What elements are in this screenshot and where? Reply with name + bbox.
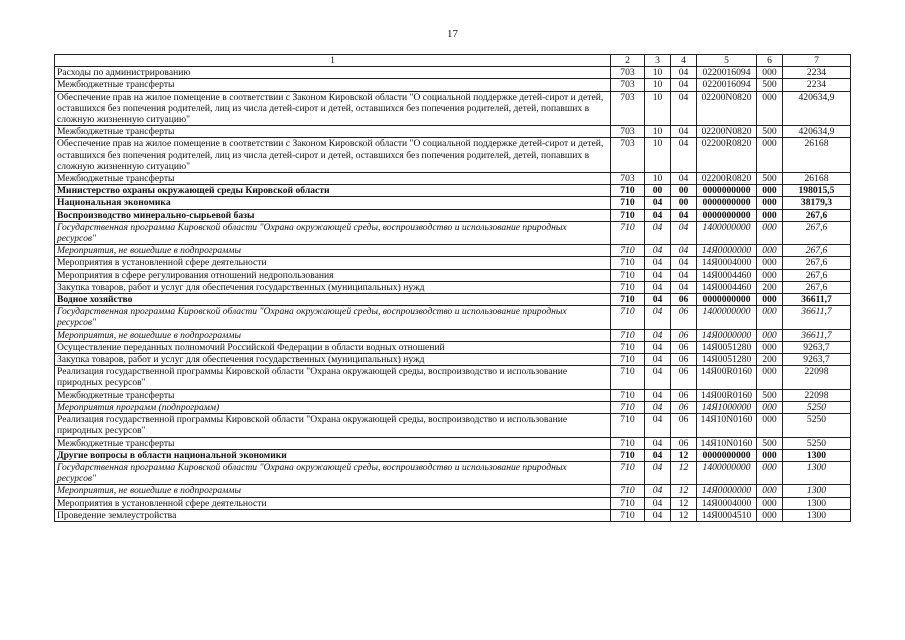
row-expense-type-cell: 000 (757, 509, 783, 521)
table-row (55, 197, 851, 209)
table-row (55, 173, 851, 185)
row-target-article-cell: 02200N0820 (697, 91, 757, 126)
row-code-cell: 710 (611, 366, 645, 389)
row-target-article-cell: 0220016094 (697, 67, 757, 79)
table-row (55, 281, 851, 293)
table-row (55, 257, 851, 269)
row-expense-type-cell: 000 (757, 329, 783, 341)
row-amount-cell: 2234 (783, 79, 851, 91)
row-target-article-cell: 14Я0004510 (697, 509, 757, 521)
row-section-cell: 04 (645, 245, 671, 257)
row-subsection-cell: 06 (671, 306, 697, 329)
row-name-cell: Мероприятия в установленной сфере деятельности (55, 257, 611, 269)
row-name-cell: Осуществление переданных полномочий Российской Федерации в области водных отношений (55, 341, 611, 353)
row-amount-cell: 36611,7 (783, 294, 851, 306)
row-subsection-cell: 04 (671, 257, 697, 269)
row-code-cell: 710 (611, 197, 645, 209)
row-expense-type-cell: 000 (757, 221, 783, 244)
table-row (55, 389, 851, 401)
row-section-cell: 04 (645, 414, 671, 437)
row-target-article-cell: 0000000000 (697, 449, 757, 461)
row-name-cell: Межбюджетные трансферты (55, 126, 611, 138)
row-name-cell: Межбюджетные трансферты (55, 79, 611, 91)
row-code-cell: 710 (611, 221, 645, 244)
row-target-article-cell: 0000000000 (697, 209, 757, 221)
row-amount-cell: 267,6 (783, 221, 851, 244)
row-section-cell: 04 (645, 389, 671, 401)
row-target-article-cell: 0000000000 (697, 197, 757, 209)
row-target-article-cell: 14Я0004460 (697, 281, 757, 293)
row-target-article-cell: 14Я0000000 (697, 245, 757, 257)
row-section-cell: 04 (645, 197, 671, 209)
row-name-cell: Реализация государственной программы Кировской области "Охрана окружающей среды, воспроизводство и использование природных ресурсов" (55, 366, 611, 389)
row-target-article-cell: 1400000000 (697, 461, 757, 484)
row-code-cell: 710 (611, 449, 645, 461)
row-subsection-cell: 04 (671, 269, 697, 281)
row-section-cell: 04 (645, 306, 671, 329)
row-section-cell: 04 (645, 354, 671, 366)
page-number: 17 (447, 28, 458, 40)
table-row (55, 449, 851, 461)
row-expense-type-cell: 000 (757, 197, 783, 209)
row-subsection-cell: 06 (671, 341, 697, 353)
row-name-cell: Воспроизводство минерально-сырьевой базы (55, 209, 611, 221)
row-name-cell: Закупка товаров, работ и услуг для обеспечения государственных (муниципальных) нужд (55, 281, 611, 293)
table-row (55, 138, 851, 173)
row-target-article-cell: 0220016094 (697, 79, 757, 91)
row-code-cell: 710 (611, 209, 645, 221)
row-name-cell: Расходы по администрированию (55, 67, 611, 79)
row-code-cell: 710 (611, 437, 645, 449)
row-expense-type-cell: 000 (757, 91, 783, 126)
table-row (55, 185, 851, 197)
row-section-cell: 04 (645, 209, 671, 221)
row-code-cell: 703 (611, 173, 645, 185)
row-expense-type-cell: 000 (757, 414, 783, 437)
row-expense-type-cell: 000 (757, 497, 783, 509)
table-row (55, 341, 851, 353)
row-amount-cell: 36611,7 (783, 306, 851, 329)
table-row (55, 306, 851, 329)
row-code-cell: 710 (611, 329, 645, 341)
row-section-cell: 04 (645, 269, 671, 281)
row-name-cell: Министерство охраны окружающей среды Кировской области (55, 185, 611, 197)
row-name-cell: Закупка товаров, работ и услуг для обеспечения государственных (муниципальных) нужд (55, 354, 611, 366)
row-target-article-cell: 0000000000 (697, 294, 757, 306)
row-code-cell: 710 (611, 509, 645, 521)
row-expense-type-cell: 200 (757, 354, 783, 366)
table-row (55, 209, 851, 221)
row-name-cell: Мероприятия в сфере регулирования отношений недропользования (55, 269, 611, 281)
row-amount-cell: 38179,3 (783, 197, 851, 209)
row-expense-type-cell: 000 (757, 341, 783, 353)
row-expense-type-cell: 500 (757, 437, 783, 449)
row-expense-type-cell: 000 (757, 269, 783, 281)
row-target-article-cell: 14Я0051280 (697, 354, 757, 366)
row-expense-type-cell: 000 (757, 294, 783, 306)
row-subsection-cell: 12 (671, 485, 697, 497)
row-code-cell: 710 (611, 485, 645, 497)
row-amount-cell: 26168 (783, 138, 851, 173)
table-row (55, 437, 851, 449)
table-row (55, 366, 851, 389)
row-code-cell: 710 (611, 245, 645, 257)
row-amount-cell: 1300 (783, 485, 851, 497)
row-name-cell: Водное хозяйство (55, 294, 611, 306)
column-header: 2 (611, 55, 645, 67)
row-code-cell: 710 (611, 281, 645, 293)
row-amount-cell: 267,6 (783, 257, 851, 269)
row-amount-cell: 1300 (783, 509, 851, 521)
table-row (55, 497, 851, 509)
row-section-cell: 04 (645, 221, 671, 244)
row-subsection-cell: 06 (671, 329, 697, 341)
row-target-article-cell: 14Я0004460 (697, 269, 757, 281)
row-amount-cell: 420634,9 (783, 126, 851, 138)
column-header: 7 (783, 55, 851, 67)
row-subsection-cell: 06 (671, 354, 697, 366)
row-target-article-cell: 14Я10N0160 (697, 414, 757, 437)
row-target-article-cell: 14Я0000000 (697, 485, 757, 497)
table-row (55, 414, 851, 437)
row-subsection-cell: 04 (671, 209, 697, 221)
column-header: 5 (697, 55, 757, 67)
row-expense-type-cell: 000 (757, 366, 783, 389)
row-subsection-cell: 04 (671, 281, 697, 293)
row-code-cell: 710 (611, 461, 645, 484)
row-section-cell: 00 (645, 185, 671, 197)
row-name-cell: Обеспечение прав на жилое помещение в соответствии с Законом Кировской области "О социальной поддержке детей-сирот и детей, оставшихся без попечения родителей, лиц из числа детей-сирот и детей, оставшихся без попечения родителей, детей, попавших в сложную жизненную ситуацию" (55, 91, 611, 126)
row-section-cell: 04 (645, 341, 671, 353)
row-code-cell: 703 (611, 126, 645, 138)
row-amount-cell: 198015,5 (783, 185, 851, 197)
row-target-article-cell: 14Я00R0160 (697, 366, 757, 389)
row-code-cell: 710 (611, 497, 645, 509)
row-code-cell: 710 (611, 294, 645, 306)
row-section-cell: 10 (645, 126, 671, 138)
row-expense-type-cell: 000 (757, 257, 783, 269)
row-amount-cell: 5250 (783, 414, 851, 437)
row-expense-type-cell: 500 (757, 173, 783, 185)
row-name-cell: Государственная программа Кировской области "Охрана окружающей среды, воспроизводство и использование природных ресурсов" (55, 221, 611, 244)
table-row (55, 79, 851, 91)
row-name-cell: Межбюджетные трансферты (55, 437, 611, 449)
row-amount-cell: 26168 (783, 173, 851, 185)
row-amount-cell: 9263,7 (783, 354, 851, 366)
row-target-article-cell: 02200R0820 (697, 138, 757, 173)
row-subsection-cell: 06 (671, 401, 697, 413)
row-target-article-cell: 14Я1000000 (697, 401, 757, 413)
row-section-cell: 04 (645, 437, 671, 449)
row-amount-cell: 1300 (783, 449, 851, 461)
row-code-cell: 710 (611, 354, 645, 366)
row-expense-type-cell: 000 (757, 209, 783, 221)
row-target-article-cell: 14Я10N0160 (697, 437, 757, 449)
row-name-cell: Государственная программа Кировской области "Охрана окружающей среды, воспроизводство и использование природных ресурсов" (55, 461, 611, 484)
row-amount-cell: 9263,7 (783, 341, 851, 353)
row-subsection-cell: 06 (671, 366, 697, 389)
row-section-cell: 04 (645, 329, 671, 341)
row-expense-type-cell: 000 (757, 461, 783, 484)
row-subsection-cell: 12 (671, 509, 697, 521)
table-row (55, 294, 851, 306)
row-section-cell: 10 (645, 91, 671, 126)
table-row (55, 354, 851, 366)
table-row (55, 461, 851, 484)
row-expense-type-cell: 000 (757, 138, 783, 173)
row-section-cell: 10 (645, 79, 671, 91)
row-code-cell: 710 (611, 185, 645, 197)
row-name-cell: Межбюджетные трансферты (55, 389, 611, 401)
row-target-article-cell: 14Я0004000 (697, 257, 757, 269)
row-subsection-cell: 04 (671, 91, 697, 126)
row-target-article-cell: 02200N0820 (697, 126, 757, 138)
row-name-cell: Другие вопросы в области национальной экономики (55, 449, 611, 461)
row-section-cell: 04 (645, 257, 671, 269)
row-section-cell: 04 (645, 294, 671, 306)
row-amount-cell: 1300 (783, 461, 851, 484)
row-name-cell: Государственная программа Кировской области "Охрана окружающей среды, воспроизводство и использование природных ресурсов" (55, 306, 611, 329)
row-subsection-cell: 04 (671, 79, 697, 91)
row-amount-cell: 267,6 (783, 281, 851, 293)
column-header: 1 (55, 55, 611, 67)
row-amount-cell: 5250 (783, 401, 851, 413)
row-code-cell: 710 (611, 414, 645, 437)
row-target-article-cell: 14Я0051280 (697, 341, 757, 353)
row-subsection-cell: 00 (671, 185, 697, 197)
row-subsection-cell: 04 (671, 245, 697, 257)
row-section-cell: 04 (645, 509, 671, 521)
row-amount-cell: 2234 (783, 67, 851, 79)
table-header-row (55, 55, 851, 67)
row-amount-cell: 267,6 (783, 269, 851, 281)
row-section-cell: 04 (645, 485, 671, 497)
row-code-cell: 703 (611, 67, 645, 79)
row-subsection-cell: 00 (671, 197, 697, 209)
row-subsection-cell: 04 (671, 138, 697, 173)
row-code-cell: 710 (611, 341, 645, 353)
row-target-article-cell: 0000000000 (697, 185, 757, 197)
row-section-cell: 04 (645, 366, 671, 389)
table-row (55, 91, 851, 126)
column-header: 4 (671, 55, 697, 67)
row-code-cell: 703 (611, 79, 645, 91)
row-name-cell: Мероприятия в установленной сфере деятельности (55, 497, 611, 509)
row-target-article-cell: 14Я0000000 (697, 329, 757, 341)
row-name-cell: Реализация государственной программы Кировской области "Охрана окружающей среды, воспроизводство и использование природных ресурсов" (55, 414, 611, 437)
row-code-cell: 703 (611, 138, 645, 173)
row-expense-type-cell: 000 (757, 449, 783, 461)
row-amount-cell: 36611,7 (783, 329, 851, 341)
row-code-cell: 703 (611, 91, 645, 126)
row-amount-cell: 267,6 (783, 209, 851, 221)
row-expense-type-cell: 000 (757, 185, 783, 197)
row-section-cell: 04 (645, 281, 671, 293)
row-subsection-cell: 04 (671, 126, 697, 138)
row-section-cell: 10 (645, 67, 671, 79)
row-subsection-cell: 06 (671, 389, 697, 401)
row-amount-cell: 5250 (783, 437, 851, 449)
row-target-article-cell: 1400000000 (697, 306, 757, 329)
row-name-cell: Мероприятия, не вошедшие в подпрограммы (55, 485, 611, 497)
row-name-cell: Мероприятия, не вошедшие в подпрограммы (55, 329, 611, 341)
row-name-cell: Мероприятия, не вошедшие в подпрограммы (55, 245, 611, 257)
row-target-article-cell: 1400000000 (697, 221, 757, 244)
row-amount-cell: 22098 (783, 366, 851, 389)
row-code-cell: 710 (611, 401, 645, 413)
table-row (55, 401, 851, 413)
row-expense-type-cell: 000 (757, 485, 783, 497)
table-row (55, 126, 851, 138)
table-row (55, 245, 851, 257)
row-expense-type-cell: 200 (757, 281, 783, 293)
row-expense-type-cell: 500 (757, 389, 783, 401)
row-amount-cell: 1300 (783, 497, 851, 509)
row-expense-type-cell: 000 (757, 245, 783, 257)
row-target-article-cell: 02200R0820 (697, 173, 757, 185)
row-code-cell: 710 (611, 389, 645, 401)
row-section-cell: 10 (645, 173, 671, 185)
row-name-cell: Проведение землеустройства (55, 509, 611, 521)
column-header: 3 (645, 55, 671, 67)
row-target-article-cell: 14Я0004000 (697, 497, 757, 509)
row-subsection-cell: 06 (671, 437, 697, 449)
table-row (55, 67, 851, 79)
row-name-cell: Мероприятия программ (подпрограмм) (55, 401, 611, 413)
row-expense-type-cell: 000 (757, 306, 783, 329)
row-section-cell: 04 (645, 497, 671, 509)
row-expense-type-cell: 000 (757, 67, 783, 79)
table-row (55, 329, 851, 341)
row-code-cell: 710 (611, 257, 645, 269)
table-row (55, 269, 851, 281)
row-section-cell: 04 (645, 449, 671, 461)
row-name-cell: Национальная экономика (55, 197, 611, 209)
row-expense-type-cell: 500 (757, 79, 783, 91)
row-code-cell: 710 (611, 306, 645, 329)
row-section-cell: 10 (645, 138, 671, 173)
row-subsection-cell: 12 (671, 497, 697, 509)
row-subsection-cell: 04 (671, 67, 697, 79)
row-subsection-cell: 12 (671, 461, 697, 484)
row-subsection-cell: 12 (671, 449, 697, 461)
row-section-cell: 04 (645, 461, 671, 484)
column-header: 6 (757, 55, 783, 67)
row-amount-cell: 22098 (783, 389, 851, 401)
row-expense-type-cell: 000 (757, 401, 783, 413)
table-row (55, 221, 851, 244)
row-name-cell: Межбюджетные трансферты (55, 173, 611, 185)
table-row (55, 485, 851, 497)
row-subsection-cell: 06 (671, 294, 697, 306)
row-subsection-cell: 06 (671, 414, 697, 437)
row-amount-cell: 420634,9 (783, 91, 851, 126)
row-code-cell: 710 (611, 269, 645, 281)
budget-table (54, 54, 851, 522)
row-section-cell: 04 (645, 401, 671, 413)
row-subsection-cell: 04 (671, 173, 697, 185)
row-amount-cell: 267,6 (783, 245, 851, 257)
row-subsection-cell: 04 (671, 221, 697, 244)
table-row (55, 509, 851, 521)
row-name-cell: Обеспечение прав на жилое помещение в соответствии с Законом Кировской области "О социальной поддержке детей-сирот и детей, оставшихся без попечения родителей, лиц из числа детей-сирот и детей, оставшихся без попечения родителей, детей, попавших в сложную жизненную ситуацию" (55, 138, 611, 173)
row-expense-type-cell: 500 (757, 126, 783, 138)
row-target-article-cell: 14Я00R0160 (697, 389, 757, 401)
